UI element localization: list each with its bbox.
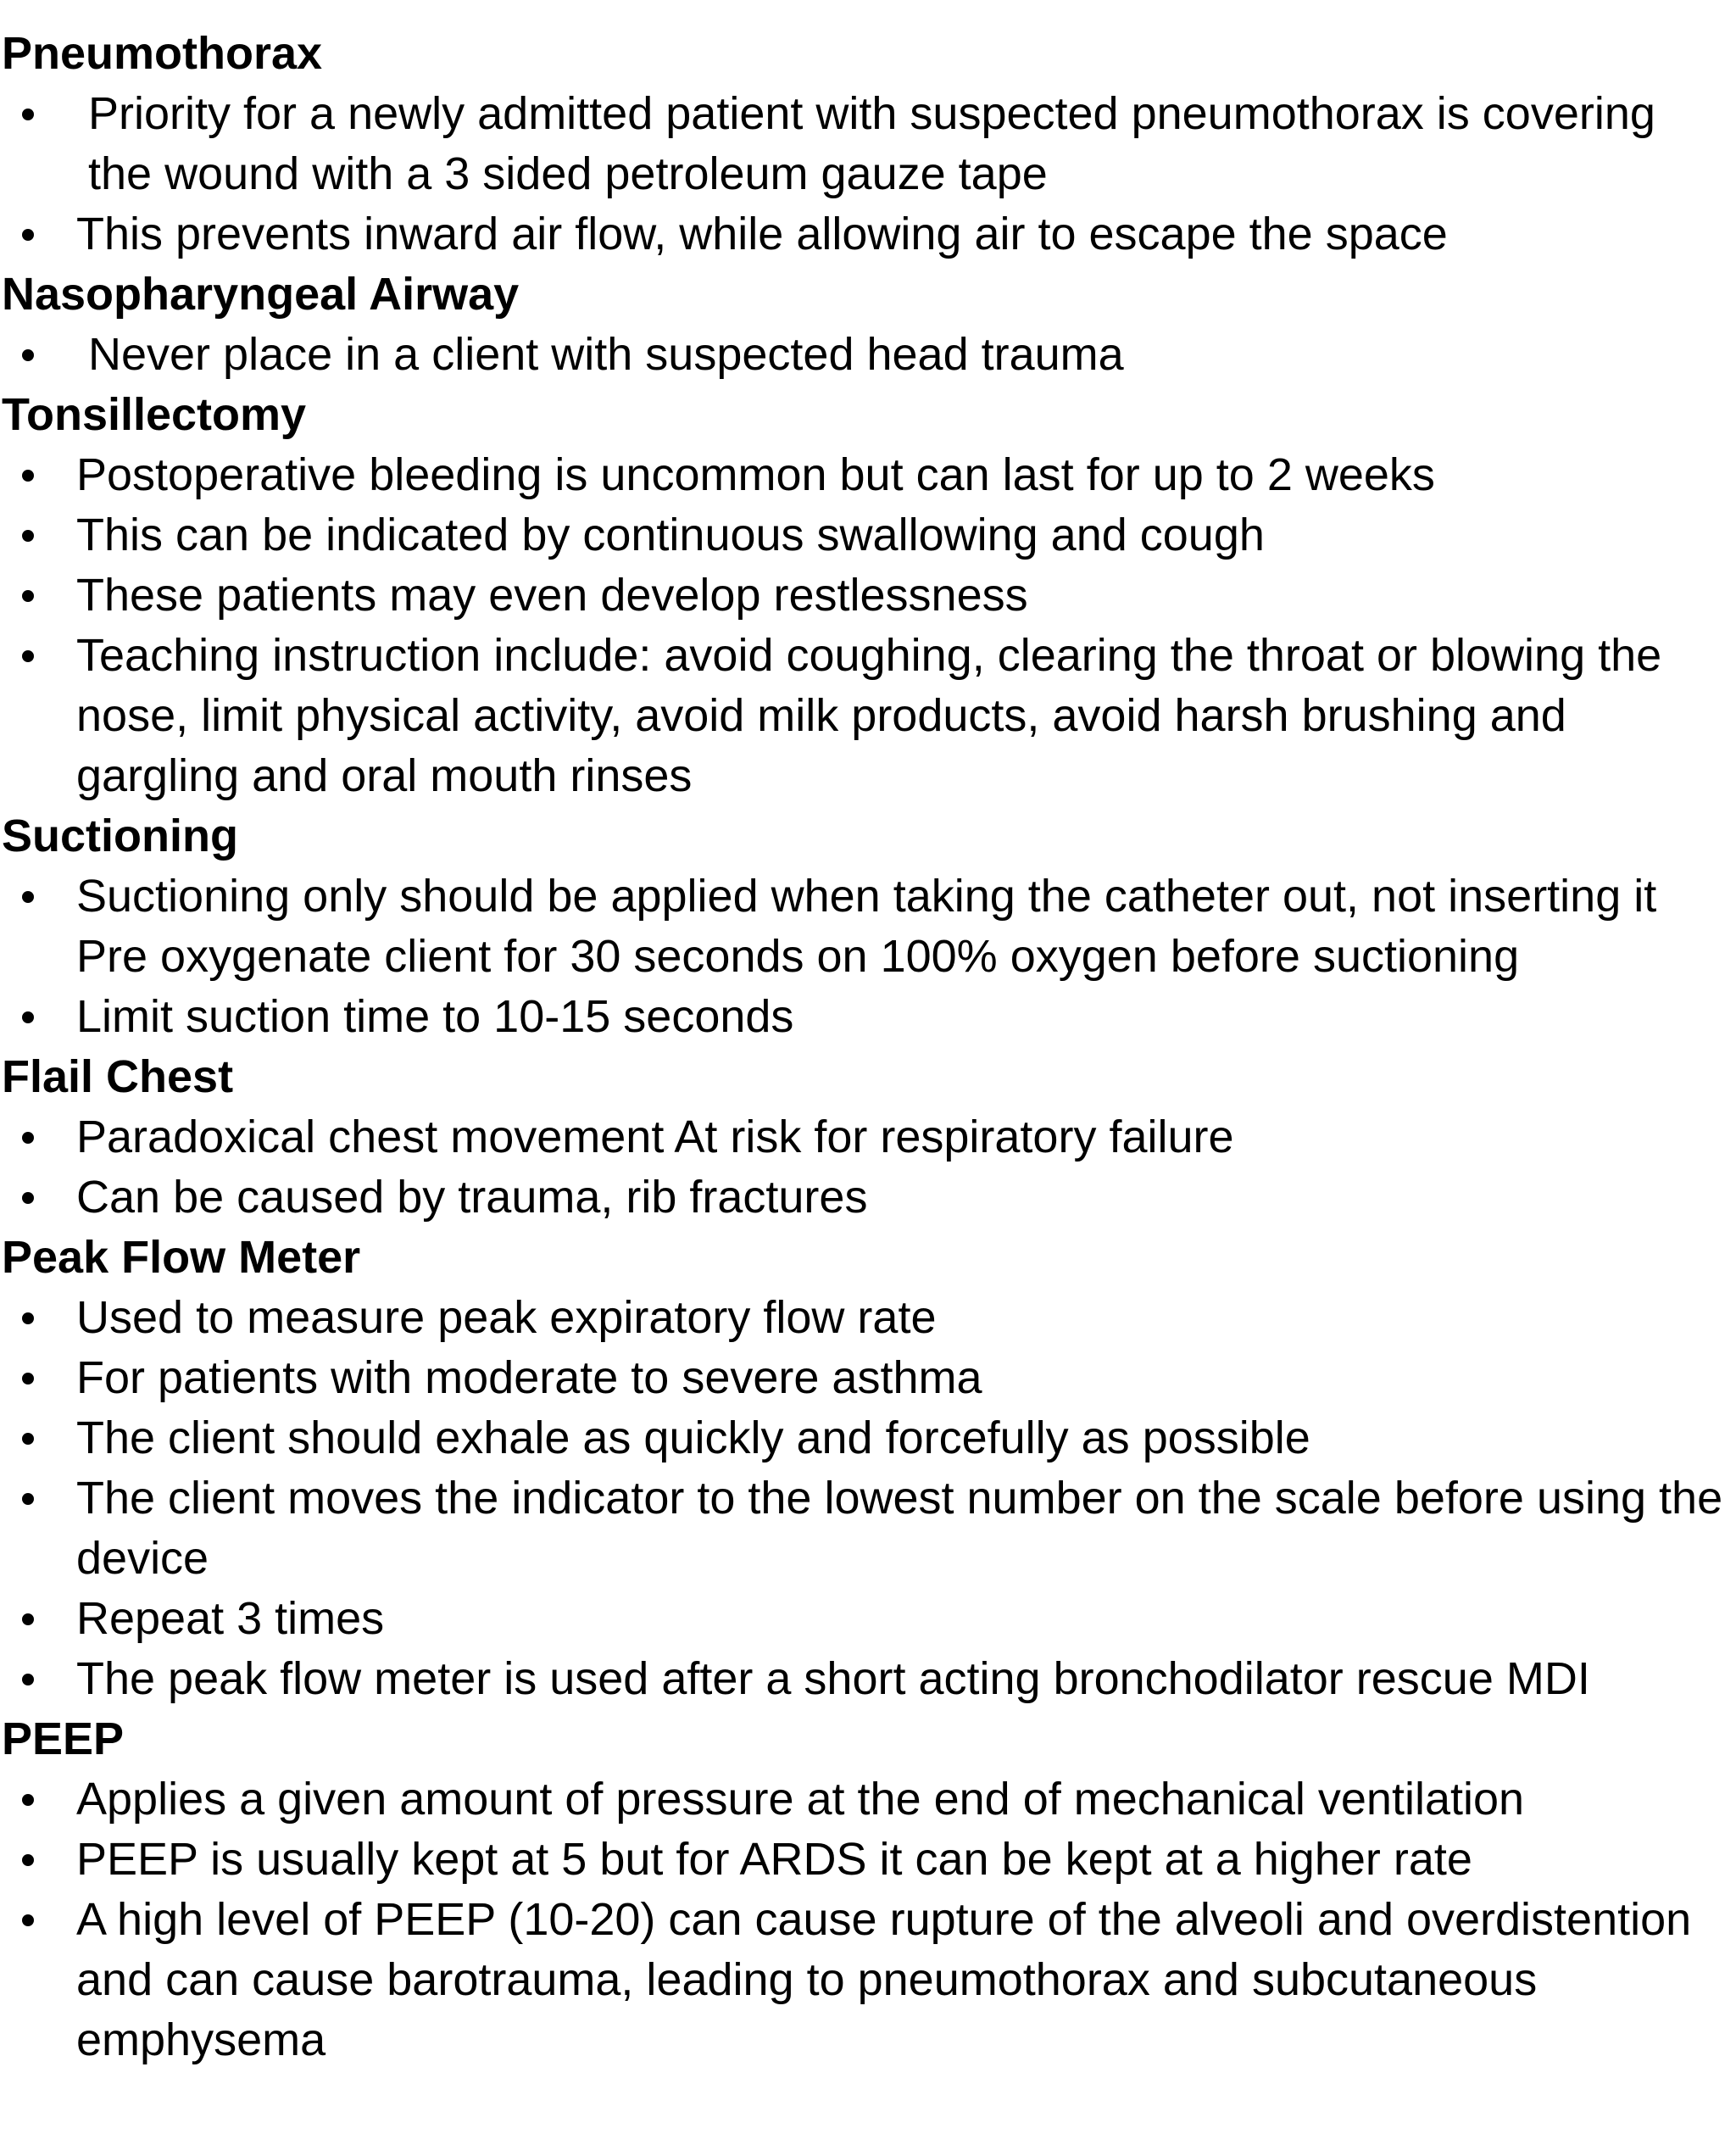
bullet-item: A high level of PEEP (10-20) can cause rupture of the alveoli and overdistention and can cause barotrauma, leading to pneumothorax and subcutaneous emphysema [0, 1890, 1729, 2070]
bullet-list [0, 866, 1729, 1047]
section-flail-chest [0, 1047, 1729, 1228]
bullet-item: Repeat 3 times [0, 1589, 1729, 1649]
bullet-item: Never place in a client with suspected head trauma [0, 325, 1729, 385]
bullet-item: The client moves the indicator to the lowest number on the scale before using the device [0, 1468, 1729, 1589]
bullet-list [0, 1107, 1729, 1228]
section-title: Pneumothorax [2, 28, 323, 79]
bullet-item: Used to measure peak expiratory flow rate [0, 1288, 1729, 1348]
section-peep [0, 1709, 1729, 2070]
bullet-list [0, 445, 1729, 806]
bullet-item: Limit suction time to 10-15 seconds [0, 987, 1729, 1047]
section-peak-flow-meter [0, 1228, 1729, 1709]
bullet-item: The client should exhale as quickly and forcefully as possible [0, 1408, 1729, 1468]
section-nasopharyngeal-airway [0, 265, 1729, 385]
study-notes-document [0, 24, 1729, 2070]
bullet-item: For patients with moderate to severe asthma [0, 1348, 1729, 1408]
bullet-item: Paradoxical chest movement At risk for respiratory failure [0, 1107, 1729, 1167]
bullet-item: Applies a given amount of pressure at the end of mechanical ventilation [0, 1769, 1729, 1830]
bullet-item: Can be caused by trauma, rib fractures [0, 1167, 1729, 1228]
section-pneumothorax [0, 24, 1729, 265]
section-title: PEEP [2, 1713, 125, 1764]
bullet-item: These patients may even develop restlessness [0, 566, 1729, 626]
bullet-item: PEEP is usually kept at 5 but for ARDS it can be kept at a higher rate [0, 1830, 1729, 1890]
section-title: Tonsillectomy [2, 389, 307, 440]
bullet-list [0, 84, 1729, 265]
bullet-list [0, 325, 1729, 385]
bullet-item: This can be indicated by continuous swallowing and cough [0, 505, 1729, 566]
bullet-item: The peak flow meter is used after a short acting bronchodilator rescue MDI [0, 1649, 1729, 1709]
section-title: Suctioning [2, 811, 238, 861]
section-tonsillectomy [0, 385, 1729, 806]
bullet-item: This prevents inward air flow, while allowing air to escape the space [0, 204, 1729, 265]
bullet-item: Teaching instruction include: avoid coughing, clearing the throat or blowing the nose, limit physical activity, avoid milk products, avoid harsh brushing and gargling and oral mouth rinses [0, 626, 1729, 806]
section-title: Flail Chest [2, 1051, 234, 1102]
bullet-item: Postoperative bleeding is uncommon but can last for up to 2 weeks [0, 445, 1729, 505]
bullet-list [0, 1769, 1729, 2070]
bullet-item: Suctioning only should be applied when taking the catheter out, not inserting it Pre oxygenate client for 30 seconds on 100% oxygen before suctioning [0, 866, 1729, 987]
section-suctioning [0, 806, 1729, 1047]
bullet-item: Priority for a newly admitted patient with suspected pneumothorax is covering the wound with a 3 sided petroleum gauze tape [0, 84, 1729, 204]
section-title: Peak Flow Meter [2, 1232, 361, 1283]
bullet-list [0, 1288, 1729, 1709]
section-title: Nasopharyngeal Airway [2, 269, 520, 320]
